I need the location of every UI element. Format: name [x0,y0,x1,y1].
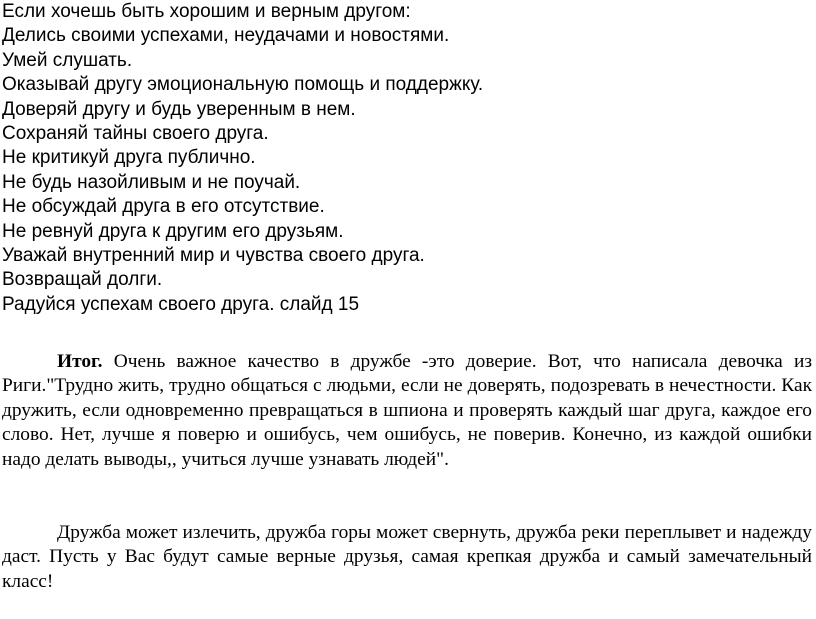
summary-label: Итог. [57,351,103,372]
list-item: Не обсуждай друга в его отсутствие. [2,196,325,218]
list-item: Не будь назойливым и не поучай. [2,171,301,193]
list-item: Оказывай другу эмоциональную помощь и поддержку. [2,74,484,96]
summary-text: Очень важное качество в дружбе -это доверие. Вот, что написала девочка из Риги."Трудно жить, трудно общаться с людьми, если не доверять, подозревать в нечестности. Как дружить, если одновременно превращаться в шпиона и проверять каждый шаг друга, каждое его слово. Нет, лучше я поверю и ошибусь, чем ошибусь, не поверив. Конечно, из каждой ошибки надо делать выводы,, учиться лучше узнавать людей". [2,351,812,470]
list-item: Сохраняй тайны своего друга. [2,122,269,144]
list-item: Не критикуй друга публично. [2,147,256,169]
friendship-rules-list [2,0,483,317]
list-item: Умей слушать. [2,49,133,71]
list-item: Уважай внутренний мир и чувства своего друга. [2,244,425,266]
list-item: Если хочешь быть хорошим и верным другом: [2,1,411,22]
list-item: Радуйся успехам своего друга. слайд 15 [2,293,360,315]
summary-paragraph [2,350,812,472]
list-item: Доверяй другу и будь уверенным в нем. [2,98,356,120]
closing-paragraph: Дружба может излечить, дружба горы может свернуть, дружба реки переплывет и надежду даст. Пусть у Вас будут самые верные друзья, самая крепкая дружба и самый замечательный класс! [2,522,812,592]
list-item: Не ревнуй друга к другим его друзьям. [2,220,344,242]
list-item: Делись своими успехами, неудачами и новостями. [2,25,450,47]
list-item: Возвращай долги. [2,269,163,291]
